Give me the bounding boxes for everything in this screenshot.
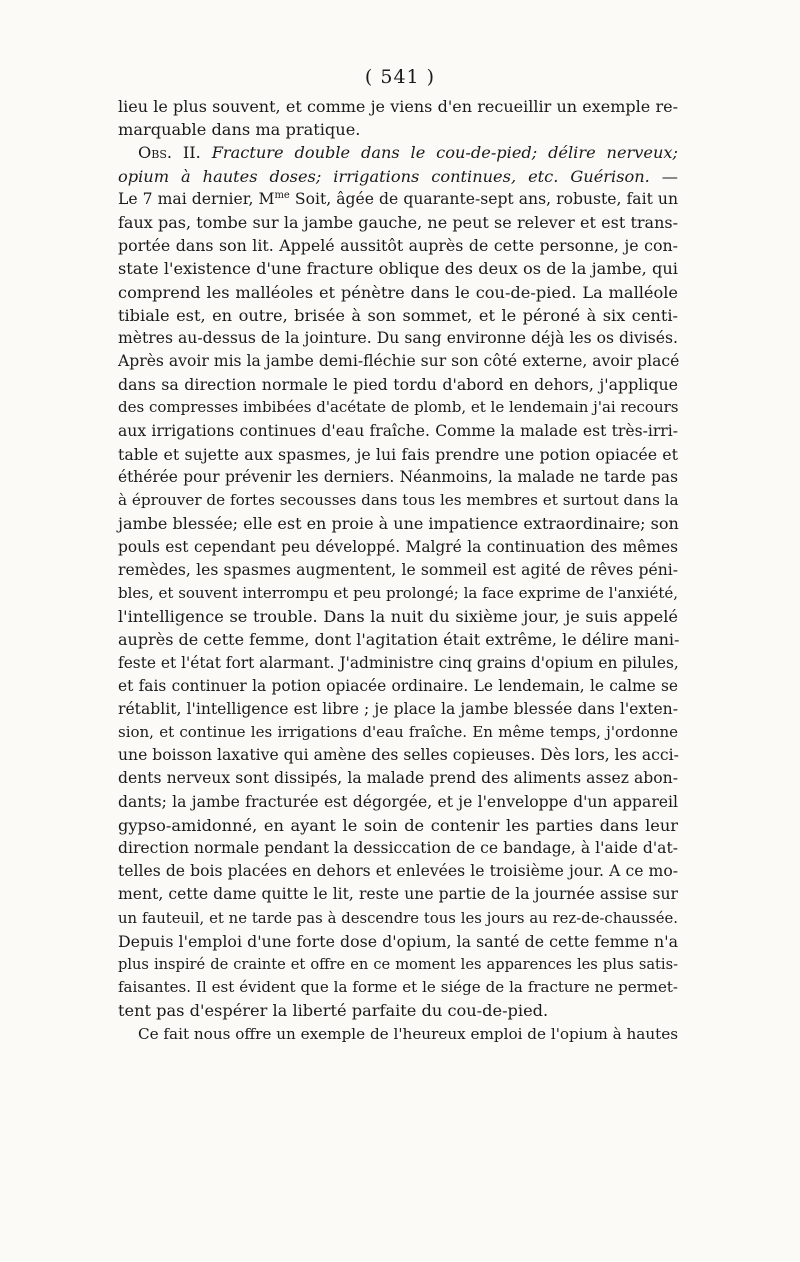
text-fragment: Soit, âgée de quarante-sept ans, robuste, fait un — [289, 189, 678, 208]
text-line: telles de bois placées en dehors et enlevées le troisième jour. A ce mo- — [118, 862, 678, 881]
text-line: aux irrigations continues d'eau fraîche. Comme la malade est très-irri- — [118, 421, 678, 440]
text-line: rétablit, l'intelligence est libre ; je place la jambe blessée dans l'exten- — [118, 699, 678, 718]
text-line: plus inspiré de crainte et offre en ce moment les apparences les plus satis- — [118, 955, 678, 973]
observation-title: Fracture double dans le cou-de-pied; délire nerveux; — [211, 143, 679, 163]
text-line: lieu le plus souvent, et comme je viens d'en recueillir un exemple re- — [118, 97, 678, 116]
text-line: dents nerveux sont dissipés, la malade prend des aliments assez abon- — [118, 769, 678, 788]
text-line: Depuis l'emploi d'une forte dose d'opium, la santé de cette femme n'a — [118, 931, 678, 951]
text-line: feste et l'état fort alarmant. J'administre cinq grains d'opium en pilules, — [118, 653, 679, 672]
text-line: state l'existence d'une fracture oblique des deux os de la jambe, qui — [118, 259, 678, 279]
text-line: portée dans son lit. Appelé aussitôt auprès de cette personne, je con- — [118, 236, 678, 256]
text-line: jambe blessée; elle est en proie à une impatience extraordinaire; son — [118, 514, 679, 534]
text-line: une boisson laxative qui amène des selles copieuses. Dès lors, les acci- — [118, 746, 679, 765]
text-line: marquable dans ma pratique. — [118, 120, 361, 140]
superscript: me — [274, 189, 290, 201]
body-text — [118, 95, 678, 1046]
text-line: remèdes, les spasmes augmentent, le sommeil est agité de rêves péni- — [118, 560, 678, 579]
text-line: gypso-amidonné, en ayant le soin de contenir les parties dans leur — [118, 815, 678, 835]
text-line: pouls est cependant peu développé. Malgré la continuation des mêmes — [118, 537, 678, 556]
text-fragment: Le 7 mai dernier, M — [118, 189, 275, 208]
observation-title-cont: opium à hautes doses; irrigations continues, etc. Guérison. — — [118, 166, 678, 186]
text-line: éthérée pour prévenir les derniers. Néanmoins, la malade ne tarde pas — [118, 468, 678, 486]
text-line: Après avoir mis la jambe demi-fléchie sur son côté externe, avoir placé — [118, 352, 680, 371]
text-line: ment, cette dame quitte le lit, reste une partie de la journée assise sur — [118, 885, 678, 904]
text-line: dans sa direction normale le pied tordu d'abord en dehors, j'applique — [118, 375, 678, 395]
text-line — [118, 188, 678, 211]
text-line: l'intelligence se trouble. Dans la nuit du sixième jour, je suis appelé — [118, 607, 678, 627]
text-line: direction normale pendant la dessiccation de ce bandage, à l'aide d'at- — [118, 839, 678, 857]
observation-label: Obs. II. — [138, 143, 201, 163]
text-line: faisantes. Il est évident que la forme et le siége de la fracture ne permet- — [118, 978, 678, 997]
text-line: faux pas, tombe sur la jambe gauche, ne peut se relever et est trans- — [118, 212, 678, 232]
text-line: à éprouver de fortes secousses dans tous les membres et surtout dans la — [118, 491, 679, 510]
text-line: sion, et continue les irrigations d'eau fraîche. En même temps, j'ordonne — [118, 723, 678, 742]
text-line: mètres au-dessus de la jointure. Du sang environne déjà les os divisés. — [118, 328, 678, 347]
page-number: ( 541 ) — [364, 66, 436, 88]
text-line: des compresses imbibées d'acétate de plomb, et le lendemain j'ai recours — [118, 398, 679, 417]
text-line: et fais continuer la potion opiacée ordinaire. Le lendemain, le calme se — [118, 676, 678, 695]
observation-heading — [118, 141, 678, 164]
text-line: table et sujette aux spasmes, je lui fais prendre une potion opiacée et — [118, 444, 678, 464]
text-line: auprès de cette femme, dont l'agitation était extrême, le délire mani- — [118, 630, 680, 650]
text-line: comprend les malléoles et pénètre dans le cou-de-pied. La malléole — [118, 282, 678, 302]
text-line: Ce fait nous offre un exemple de l'heureux emploi de l'opium à hautes — [138, 1024, 678, 1043]
text-line: bles, et souvent interrompu et peu prolongé; la face exprime de l'anxiété, — [118, 583, 678, 602]
text-line: dants; la jambe fracturée est dégorgée, et je l'enveloppe d'un appareil — [118, 792, 678, 811]
text-line: tibiale est, en outre, brisée à son sommet, et le péroné à six centi- — [118, 305, 678, 325]
text-line: tent pas d'espérer la liberté parfaite du cou-de-pied. — [118, 1001, 549, 1021]
text-line: un fauteuil, et ne tarde pas à descendre tous les jours au rez-de-chaussée. — [118, 909, 678, 927]
